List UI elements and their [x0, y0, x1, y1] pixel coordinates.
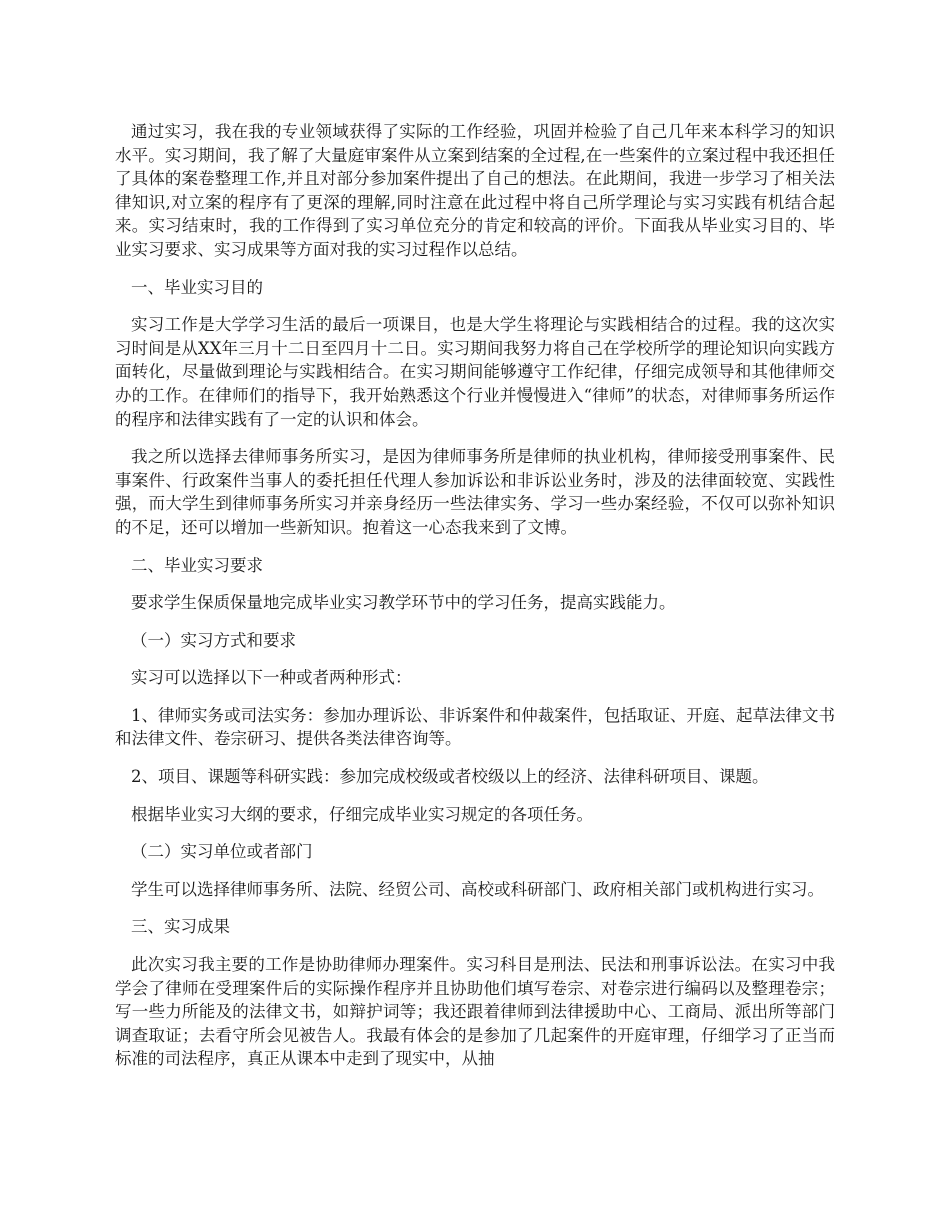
- paragraph-outline: 根据毕业实习大纲的要求，仔细完成毕业实习规定的各项任务。: [131, 804, 593, 824]
- paragraph-results: 此次实习我主要的工作是协助律师办理案件。实习科目是刑法、民法和刑事诉讼法。在实习中我学会了律师在受理案件后的实际操作程序并且协助他们填写卷宗、对卷宗进行编码以及整理卷宗；写一些力所能及的法律文书，如辩护词等；我还跟着律师到法律援助中心、工商局、派出所等部门调查取证；去看守所会见被告人。我最有体会的是参加了几起案件的开庭审理，仔细学习了正当而标准的司法程序，真正从课本中走到了现实中，从抽: [115, 955, 835, 1069]
- section-heading-1: 一、毕业实习目的: [131, 277, 263, 297]
- subsection-heading-2: （二）实习单位或者部门: [131, 842, 313, 862]
- section-heading-2: 二、毕业实习要求: [131, 555, 263, 575]
- paragraph-intro: 通过实习，我在我的专业领域获得了实际的工作经验，巩固并检验了自己几年来本科学习的知识水平。实习期间，我了解了大量庭审案件从立案到结案的全过程,在一些案件的立案过程中我还担任了具体的案卷整理工作,并且对部分参加案件提出了自己的想法。在此期间，我进一步学习了相关法律知识,对立案的程序有了更深的理解,同时注意在此过程中将自己所学理论与实习实践有机结合起来。实习结束时，我的工作得到了实习单位充分的肯定和较高的评价。下面我从毕业实习目的、毕业实习要求、实习成果等方面对我的实习过程作以总结。: [115, 122, 835, 259]
- paragraph-units: 学生可以选择律师事务所、法院、经贸公司、高校或科研部门、政府相关部门或机构进行实习。: [131, 879, 824, 899]
- document-body: [115, 120, 835, 1085]
- list-item-1: 1、律师实务或司法实务：参加办理诉讼、非诉案件和仲裁案件，包括取证、开庭、起草法律文书和法律文件、卷宗研习、提供各类法律咨询等。: [115, 705, 835, 749]
- paragraph-forms-intro: 实习可以选择以下一种或者两种形式：: [131, 668, 412, 688]
- list-item-2: 2、项目、课题等科研实践：参加完成校级或者校级以上的经济、法律科研项目、课题。: [131, 767, 769, 787]
- paragraph-purpose-1: 实习工作是大学学习生活的最后一项课目，也是大学生将理论与实践相结合的过程。我的这次实习时间是从XX年三月十二日至四月十二日。实习期间我努力将自己在学校所学的理论知识向实践方面转化，尽量做到理论与实践相结合。在实习期间能够遵守工作纪律，仔细完成领导和其他律师交办的工作。在律师们的指导下，我开始熟悉这个行业并慢慢进入“律师”的状态，对律师事务所运作的程序和法律实践有了一定的认识和体会。: [115, 315, 835, 429]
- paragraph-requirements: 要求学生保质保量地完成毕业实习教学环节中的学习任务，提高实践能力。: [131, 593, 676, 613]
- subsection-heading-1: （一）实习方式和要求: [131, 630, 296, 650]
- paragraph-purpose-2: 我之所以选择去律师事务所实习，是因为律师事务所是律师的执业机构，律师接受刑事案件、民事案件、行政案件当事人的委托担任代理人参加诉讼和非诉讼业务时，涉及的法律面较宽、实践性强，而大学生到律师事务所实习并亲身经历一些法律实务、学习一些办案经验，不仅可以弥补知识的不足，还可以增加一些新知识。抱着这一心态我来到了文博。: [115, 447, 835, 537]
- section-heading-3: 三、实习成果: [131, 917, 230, 937]
